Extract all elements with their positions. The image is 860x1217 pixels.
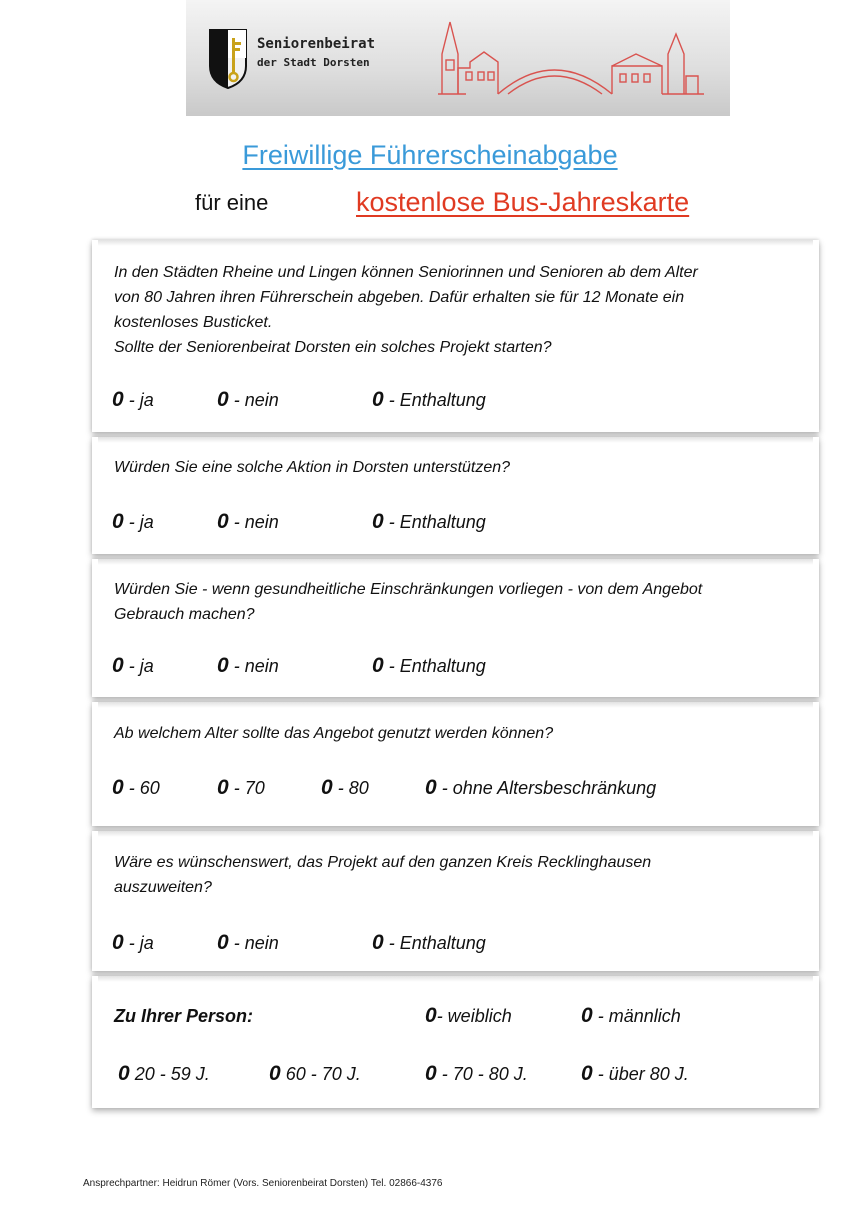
question-text-2: Würden Sie eine solche Aktion in Dorsten unterstützen? [114,459,511,476]
question-card-3 [92,559,819,697]
answer-ja: 0 - ja [112,388,154,411]
answer-age-20-59: 0 20 - 59 J. [118,1062,210,1085]
answer-nein: 0 - nein [217,931,279,954]
question-card-5 [92,831,819,971]
org-name: Seniorenbeirat [257,36,376,52]
answer-male: 0 - männlich [581,1004,681,1027]
answer-female: 0- weiblich [425,1004,512,1027]
coat-of-arms-icon [208,28,248,90]
answer-no-age-limit: 0 - ohne Altersbeschränkung [425,776,657,799]
answer-enthaltung: 0 - Enthaltung [372,388,486,411]
answer-age-60-70: 0 60 - 70 J. [269,1062,361,1085]
question-text-1: In den Städten Rheine und Lingen können Seniorinnen und Senioren ab dem Alter von 80 Jahren ihren Führerschein abgeben. Dafür erhalten sie für 12 Monate ein kostenloses Busticket. Sollte der Seniorenbeirat Dorsten ein solches Projekt starten? [114,264,698,356]
answer-age-over-80: 0 - über 80 J. [581,1062,689,1085]
answer-age-70-80: 0 - 70 - 80 J. [425,1062,528,1085]
questionnaire-sheet [92,240,819,1108]
answer-nein: 0 - nein [217,654,279,677]
question-card-1 [92,240,819,432]
question-card-4 [92,702,819,826]
question-card-2 [92,437,819,554]
header-banner [186,0,730,116]
answer-ja: 0 - ja [112,510,154,533]
question-text-3: Würden Sie - wenn gesundheitliche Einschränkungen vorliegen - von dem Angebot Gebrauch machen? [114,581,703,623]
subtitle-highlight: kostenlose Bus-Jahreskarte [356,187,690,217]
subtitle-prefix: für eine [195,190,269,215]
page-title: Freiwillige Führerscheinabgabe [242,140,618,170]
answer-enthaltung: 0 - Enthaltung [372,654,486,677]
answer-nein: 0 - nein [217,510,279,533]
answer-ja: 0 - ja [112,931,154,954]
answer-enthaltung: 0 - Enthaltung [372,931,486,954]
question-text-5: Wäre es wünschenswert, das Projekt auf den ganzen Kreis Recklinghausen auszuweiten? [114,854,652,896]
answer-80: 0 - 80 [321,776,369,799]
answer-60: 0 - 60 [112,776,160,799]
answer-enthaltung: 0 - Enthaltung [372,510,486,533]
org-subtitle: der Stadt Dorsten [257,56,370,69]
person-section-label: Zu Ihrer Person: [114,1006,254,1026]
answer-ja: 0 - ja [112,654,154,677]
question-text-4: Ab welchem Alter sollte das Angebot genutzt werden können? [114,725,554,742]
answer-nein: 0 - nein [217,388,279,411]
contact-footer: Ansprechpartner: Heidrun Römer (Vors. Seniorenbeirat Dorsten) Tel. 02866-4376 [83,1178,443,1189]
answer-70: 0 - 70 [217,776,265,799]
person-card [92,976,819,1108]
town-skyline-icon [436,18,706,98]
